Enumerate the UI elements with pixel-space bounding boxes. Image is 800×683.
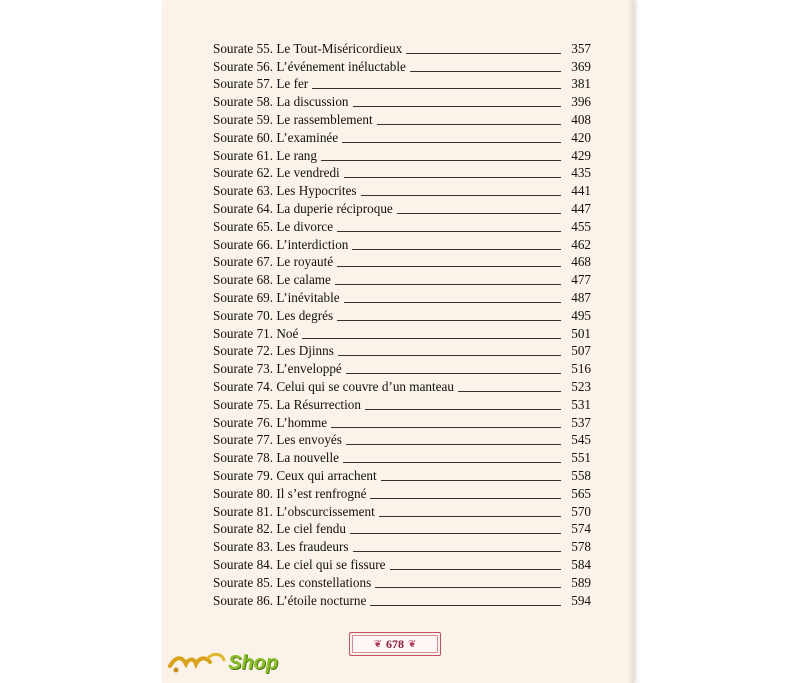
toc-entry-title: Sourate 72. Les Djinns	[213, 343, 334, 359]
toc-page-number: 523	[571, 378, 591, 394]
toc-leader-line	[321, 160, 561, 161]
toc-entry-title: Sourate 68. Le calame	[213, 272, 331, 288]
toc-page-number: 487	[571, 289, 591, 305]
page-number-box	[349, 632, 441, 656]
toc-entry-title: Sourate 76. L’homme	[213, 414, 328, 430]
toc-leader-line	[331, 427, 561, 428]
toc-page-number: 565	[571, 485, 591, 501]
toc-row	[213, 145, 591, 163]
toc-entry-title: Sourate 74. Celui qui se couvre d’un manteau	[213, 378, 454, 394]
toc-entry-title: Sourate 86. L’étoile nocturne	[213, 592, 367, 608]
toc-row	[213, 269, 591, 287]
toc-leader-line	[335, 284, 561, 285]
toc-leader-line	[352, 249, 561, 250]
toc-leader-line	[338, 355, 561, 356]
toc-entry-title: Sourate 75. La Résurrection	[213, 396, 361, 412]
toc-entry-title: Sourate 60. L’examinée	[213, 129, 339, 145]
toc-page-number: 516	[571, 361, 591, 377]
page-number: 678	[386, 636, 404, 651]
toc-leader-line	[337, 320, 561, 321]
toc-row	[213, 430, 591, 448]
shop-logo	[168, 648, 278, 678]
toc-leader-line	[377, 124, 561, 125]
toc-entry-title: Sourate 77. Les envoyés	[213, 432, 342, 448]
toc-leader-line	[344, 302, 561, 303]
toc-entry-title: Sourate 82. Le ciel fendu	[213, 521, 346, 537]
toc-page-number: 574	[571, 521, 591, 537]
toc-page-number: 531	[571, 396, 591, 412]
toc-row	[213, 252, 591, 270]
toc-row	[213, 572, 591, 590]
toc-row	[213, 554, 591, 572]
toc-page-number: 369	[571, 58, 591, 74]
toc-leader-line	[458, 391, 561, 392]
toc-row	[213, 465, 591, 483]
toc-row	[213, 216, 591, 234]
toc-row	[213, 74, 591, 92]
toc-row	[213, 109, 591, 127]
toc-leader-line	[350, 533, 561, 534]
toc-leader-line	[337, 266, 561, 267]
toc-row	[213, 412, 591, 430]
toc-leader-line	[381, 480, 561, 481]
toc-row	[213, 91, 591, 109]
toc-row	[213, 590, 591, 608]
toc-entry-title: Sourate 64. La duperie réciproque	[213, 200, 393, 216]
logo-text: Shop	[228, 651, 278, 674]
toc-leader-line	[344, 177, 561, 178]
toc-entry-title: Sourate 66. L’interdiction	[213, 236, 349, 252]
toc-leader-line	[353, 106, 561, 107]
toc-row	[213, 536, 591, 554]
toc-leader-line	[390, 569, 562, 570]
toc-leader-line	[343, 462, 561, 463]
toc-leader-line	[312, 88, 561, 89]
toc-page-number: 429	[571, 147, 591, 163]
toc-page-number: 381	[571, 76, 591, 92]
toc-page-number: 408	[571, 111, 591, 127]
toc-row	[213, 483, 591, 501]
toc-page-number: 558	[571, 467, 591, 483]
toc-page-number: 537	[571, 414, 591, 430]
toc-row	[213, 376, 591, 394]
toc-entry-title: Sourate 81. L’obscurcissement	[213, 503, 375, 519]
toc-leader-line	[337, 231, 561, 232]
toc-row	[213, 234, 591, 252]
toc-entry-title: Sourate 57. Le fer	[213, 76, 309, 92]
toc-entry-title: Sourate 73. L’enveloppé	[213, 361, 342, 377]
toc-leader-line	[406, 53, 561, 54]
toc-page-number: 357	[571, 40, 591, 56]
toc-page-number: 594	[571, 592, 591, 608]
table-of-contents	[213, 38, 591, 608]
toc-row	[213, 358, 591, 376]
toc-entry-title: Sourate 70. Les degrés	[213, 307, 334, 323]
ornament-left-icon: ❦	[373, 638, 382, 650]
toc-entry-title: Sourate 63. Les Hypocrites	[213, 183, 357, 199]
toc-entry-title: Sourate 85. Les constellations	[213, 574, 372, 590]
toc-leader-line	[375, 587, 561, 588]
toc-leader-line	[361, 195, 561, 196]
toc-row	[213, 180, 591, 198]
toc-page-number: 447	[571, 200, 591, 216]
toc-row	[213, 127, 591, 145]
toc-page-number: 551	[571, 450, 591, 466]
toc-leader-line	[370, 605, 561, 606]
toc-page-number: 589	[571, 574, 591, 590]
toc-entry-title: Sourate 58. La discussion	[213, 94, 349, 110]
toc-page-number: 462	[571, 236, 591, 252]
toc-page-number: 501	[571, 325, 591, 341]
toc-leader-line	[302, 338, 561, 339]
toc-leader-line	[342, 142, 561, 143]
toc-entry-title: Sourate 71. Noé	[213, 325, 299, 341]
toc-entry-title: Sourate 80. Il s’est renfrogné	[213, 485, 367, 501]
toc-page-number: 455	[571, 218, 591, 234]
toc-row	[213, 198, 591, 216]
toc-row	[213, 341, 591, 359]
toc-row	[213, 163, 591, 181]
toc-row	[213, 305, 591, 323]
toc-leader-line	[370, 498, 561, 499]
toc-entry-title: Sourate 62. Le vendredi	[213, 165, 340, 181]
toc-page-number: 545	[571, 432, 591, 448]
toc-row	[213, 38, 591, 56]
toc-entry-title: Sourate 56. L’événement inéluctable	[213, 58, 406, 74]
toc-entry-title: Sourate 84. Le ciel qui se fissure	[213, 556, 386, 572]
toc-row	[213, 323, 591, 341]
toc-page-number: 495	[571, 307, 591, 323]
toc-entry-title: Sourate 55. Le Tout-Miséricordieux	[213, 40, 403, 56]
toc-entry-title: Sourate 83. Les fraudeurs	[213, 539, 349, 555]
toc-page-number: 507	[571, 343, 591, 359]
toc-entry-title: Sourate 65. Le divorce	[213, 218, 334, 234]
toc-leader-line	[397, 213, 561, 214]
toc-page-number: 477	[571, 272, 591, 288]
toc-entry-title: Sourate 61. Le rang	[213, 147, 317, 163]
toc-row	[213, 519, 591, 537]
toc-leader-line	[379, 516, 561, 517]
toc-row	[213, 394, 591, 412]
toc-leader-line	[346, 373, 561, 374]
toc-entry-title: Sourate 67. Le royauté	[213, 254, 334, 270]
toc-entry-title: Sourate 79. Ceux qui arrachent	[213, 467, 377, 483]
toc-page-number: 570	[571, 503, 591, 519]
toc-page-number: 396	[571, 94, 591, 110]
toc-leader-line	[353, 551, 562, 552]
toc-row	[213, 56, 591, 74]
logo-swoosh-icon	[168, 650, 226, 676]
toc-page-number: 420	[571, 129, 591, 145]
toc-entry-title: Sourate 69. L’inévitable	[213, 289, 340, 305]
toc-entry-title: Sourate 59. Le rassemblement	[213, 111, 373, 127]
toc-page-number: 435	[571, 165, 591, 181]
toc-leader-line	[365, 409, 561, 410]
toc-leader-line	[346, 444, 561, 445]
toc-page-number: 468	[571, 254, 591, 270]
ornament-right-icon: ❦	[408, 638, 417, 650]
toc-page-number: 578	[571, 539, 591, 555]
toc-entry-title: Sourate 78. La nouvelle	[213, 450, 339, 466]
toc-row	[213, 287, 591, 305]
toc-row	[213, 501, 591, 519]
toc-page-number: 584	[571, 556, 591, 572]
toc-page-number: 441	[571, 183, 591, 199]
toc-row	[213, 447, 591, 465]
toc-leader-line	[410, 71, 561, 72]
